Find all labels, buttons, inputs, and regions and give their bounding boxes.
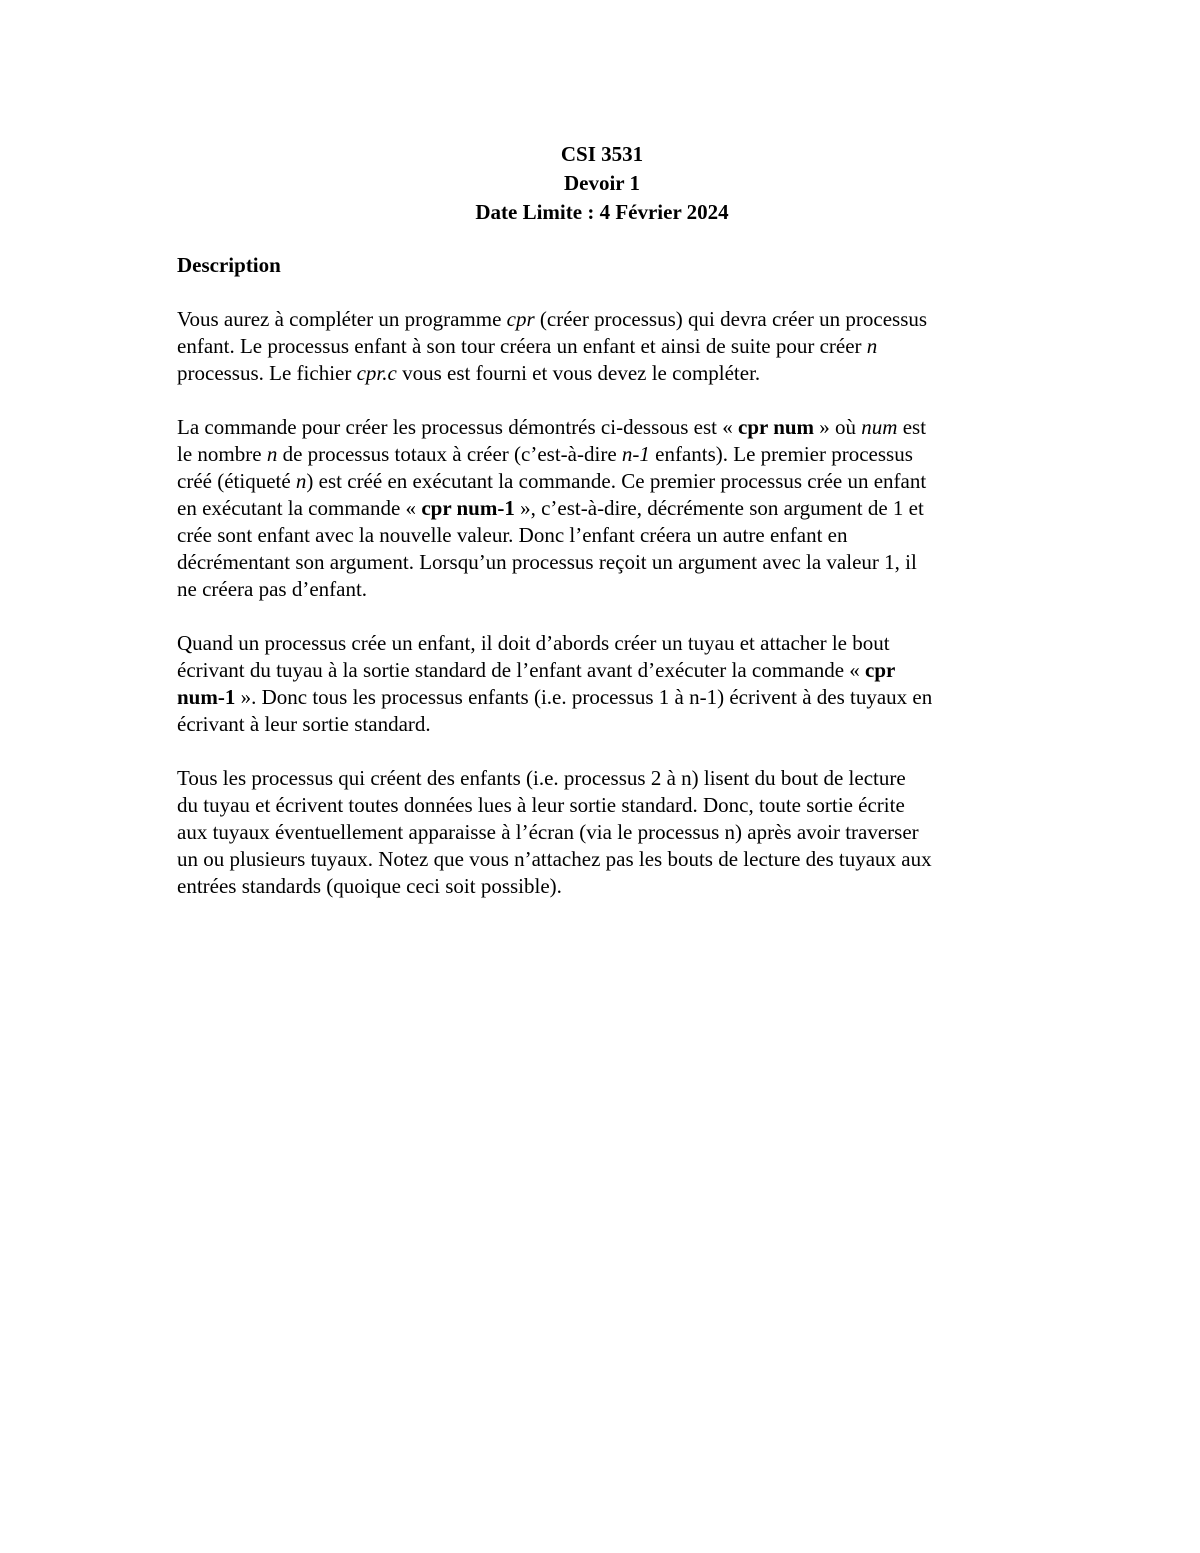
text-run: Vous aurez à compléter un programme	[177, 307, 507, 331]
section-title: Description	[177, 253, 281, 277]
text-run: Quand un processus crée un enfant, il doit d’abords créer un tuyau et attacher le bout	[177, 631, 890, 655]
text-line	[177, 765, 1027, 792]
text-run: est	[897, 415, 927, 439]
text-run: ». Donc tous les processus enfants (i.e. processus 1 à n-1) écrivent à des tuyaux en	[235, 685, 933, 709]
text-run: créé (étiqueté	[177, 469, 296, 493]
bold-text: cpr num-1	[421, 496, 515, 520]
italic-text: num	[861, 415, 898, 439]
text-line	[177, 549, 1027, 576]
text-line	[177, 333, 1027, 360]
text-line	[177, 576, 1027, 603]
text-run: vous est fourni et vous devez le compléter.	[396, 361, 761, 385]
text-line	[177, 522, 1027, 549]
italic-text: n	[866, 334, 878, 358]
text-line	[177, 819, 1027, 846]
text-line	[177, 306, 1027, 333]
text-run: enfant. Le processus enfant à son tour créera un enfant et ainsi de suite pour créer	[177, 334, 867, 358]
bold-text: num-1	[177, 685, 236, 709]
text-run: un ou plusieurs tuyaux. Notez que vous n’attachez pas les bouts de lecture des tuyaux aux	[177, 847, 932, 871]
text-run: du tuyau et écrivent toutes données lues à leur sortie standard. Donc, toute sortie écrite	[177, 793, 905, 817]
text-run: le nombre	[177, 442, 267, 466]
italic-text: cpr.c	[356, 361, 397, 385]
bold-text: cpr num	[738, 415, 815, 439]
text-run: enfants). Le premier processus	[649, 442, 913, 466]
text-line	[177, 360, 1027, 387]
text-run: crée sont enfant avec la nouvelle valeur. Donc l’enfant créera un autre enfant en	[177, 523, 848, 547]
text-line	[177, 441, 1027, 468]
text-run: La commande pour créer les processus démontrés ci-dessous est «	[177, 415, 738, 439]
italic-text: cpr	[506, 307, 535, 331]
italic-text: n-1	[621, 442, 650, 466]
text-line	[177, 657, 1027, 684]
italic-text: n	[266, 442, 278, 466]
text-line	[177, 414, 1027, 441]
text-line	[177, 630, 1027, 657]
paragraph	[177, 765, 1027, 900]
document-header	[177, 140, 1027, 227]
text-run: », c’est-à-dire, décrémente son argument de 1 et	[514, 496, 924, 520]
document-page	[177, 140, 1027, 900]
text-run: ne créera pas d’enfant.	[177, 577, 368, 601]
text-line	[177, 846, 1027, 873]
assignment-title: Devoir 1	[563, 171, 640, 195]
text-line	[177, 873, 1027, 900]
text-run: processus. Le fichier	[177, 361, 357, 385]
text-run: de processus totaux à créer (c’est-à-dire	[277, 442, 622, 466]
text-run: entrées standards (quoique ceci soit possible).	[177, 874, 562, 898]
text-run: écrivant à leur sortie standard.	[177, 712, 431, 736]
text-run: ) est créé en exécutant la commande. Ce premier processus crée un enfant	[306, 469, 927, 493]
paragraph	[177, 630, 1027, 738]
text-line	[177, 495, 1027, 522]
text-line	[177, 792, 1027, 819]
italic-text: n	[295, 469, 307, 493]
paragraph	[177, 306, 1027, 387]
paragraph	[177, 414, 1027, 603]
text-line	[177, 711, 1027, 738]
text-run: écrivant du tuyau à la sortie standard de l’enfant avant d’exécuter la commande «	[177, 658, 866, 682]
description-body	[177, 306, 1027, 900]
text-run: (créer processus) qui devra créer un processus	[534, 307, 928, 331]
text-line	[177, 468, 1027, 495]
deadline: Date Limite : 4 Février 2024	[475, 200, 729, 224]
text-run: décrémentant son argument. Lorsqu’un processus reçoit un argument avec la valeur 1, il	[177, 550, 917, 574]
course-code: CSI 3531	[560, 142, 644, 166]
text-line	[177, 684, 1027, 711]
bold-text: cpr	[865, 658, 896, 682]
text-run: aux tuyaux éventuellement apparaisse à l’écran (via le processus n) après avoir traverser	[177, 820, 919, 844]
text-run: en exécutant la commande «	[177, 496, 422, 520]
text-run: Tous les processus qui créent des enfants (i.e. processus 2 à n) lisent du bout de lecture	[177, 766, 906, 790]
text-run: » où	[814, 415, 862, 439]
